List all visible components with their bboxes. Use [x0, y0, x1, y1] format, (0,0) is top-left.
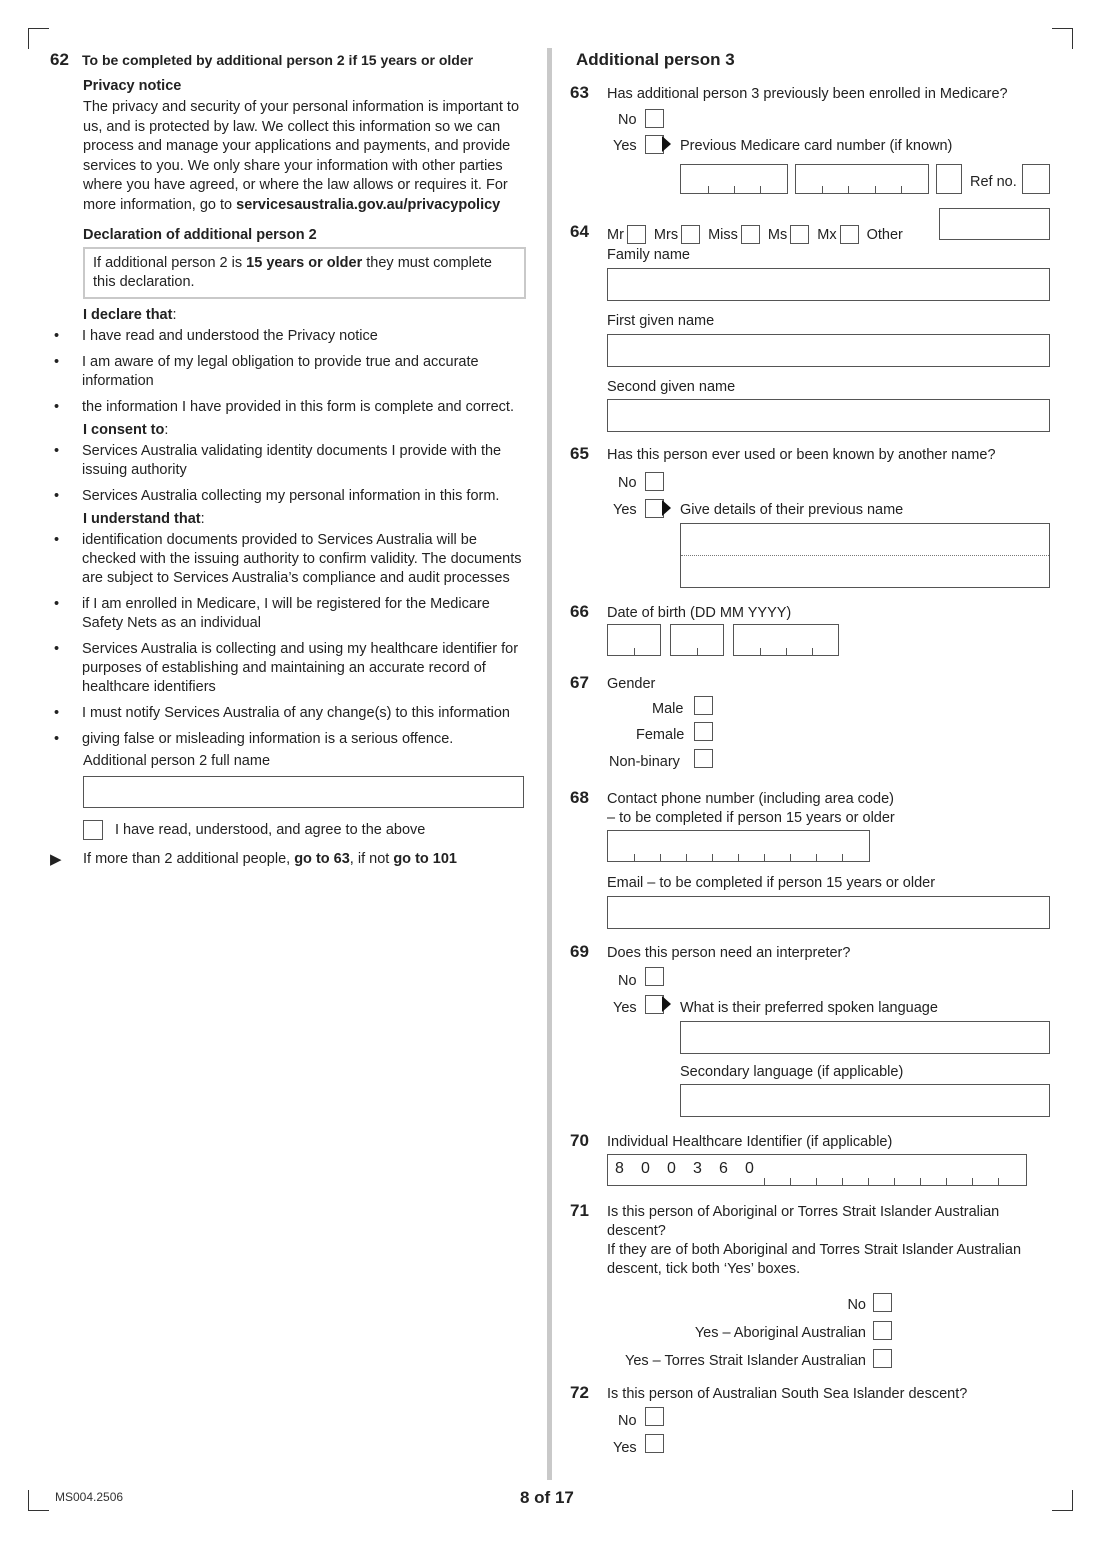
question-number: 65	[570, 444, 589, 463]
title-ms-checkbox[interactable]	[790, 225, 809, 244]
question-number: 62	[50, 50, 69, 69]
additional-person-3-section	[570, 50, 1050, 1470]
yes-label: Yes	[613, 138, 637, 154]
question-62-section	[50, 50, 526, 868]
ihi-digit: 0	[745, 1160, 754, 1177]
first-name-input[interactable]	[607, 334, 1050, 367]
no-label: No	[618, 112, 637, 128]
yes-label: Yes	[613, 502, 637, 518]
q69-no-checkbox[interactable]	[645, 967, 664, 986]
q65-no-checkbox[interactable]	[645, 472, 664, 491]
crop-mark-bottom-right	[1052, 1490, 1073, 1511]
question-number: 71	[570, 1201, 589, 1220]
no-label: No	[618, 973, 637, 989]
atsi-aboriginal-label: Yes – Aboriginal Australian	[694, 1325, 866, 1341]
privacy-notice-heading: Privacy notice	[83, 78, 182, 94]
question-71-text: Is this person of Aboriginal or Torres Strait Islander Australian descent? If they are of both Aboriginal and Torres Strait Islander Australian descent, tick both ‘Yes’ boxes.	[607, 1204, 1022, 1277]
declaration-note: If additional person 2 is 15 years or older they must complete this declaration.	[83, 247, 526, 299]
first-name-label: First given name	[607, 313, 715, 329]
title-mx-checkbox[interactable]	[840, 225, 859, 244]
gender-female-checkbox[interactable]	[694, 722, 713, 741]
arrow-right-icon	[662, 136, 671, 152]
title-miss-checkbox[interactable]	[741, 225, 760, 244]
privacy-policy-link[interactable]: servicesaustralia.gov.au/privacypolicy	[236, 196, 501, 213]
privacy-notice-text: The privacy and security of your personal information is important to us, and is protected by law. We collect this information so we can process and manage your applications and payments, and provide services to you. We only share your information with other parties where you have agreed, or where the law allows or requires it. For more information, go to servicesaustralia.gov.au/privacypolicy	[83, 99, 520, 213]
arrow-right-icon	[662, 996, 671, 1012]
question-70-text: Individual Healthcare Identifier (if applicable)	[607, 1134, 893, 1150]
email-label: Email – to be completed if person 15 years or older	[607, 875, 936, 891]
title-mr-checkbox[interactable]	[627, 225, 646, 244]
q63-no-checkbox[interactable]	[645, 109, 664, 128]
list-item: • the information I have provided in this form is complete and correct.	[50, 398, 526, 417]
form-code: MS004.2506	[55, 1490, 124, 1504]
list-item: • I am aware of my legal obligation to provide true and accurate information	[50, 353, 526, 391]
double-arrow-icon: ▶︎	[50, 850, 62, 868]
medicare-card-part-2[interactable]	[795, 164, 929, 194]
agree-checkbox[interactable]	[83, 820, 103, 840]
second-name-input[interactable]	[607, 399, 1050, 432]
q72-no-checkbox[interactable]	[645, 1407, 664, 1426]
declare-list	[50, 327, 526, 417]
section-heading: Additional person 3	[576, 50, 735, 69]
arrow-right-icon	[662, 500, 671, 516]
question-62-title: To be completed by additional person 2 if 15 years or older	[82, 52, 474, 68]
title-mrs-checkbox[interactable]	[681, 225, 700, 244]
question-69-text: Does this person need an interpreter?	[607, 945, 851, 961]
preferred-language-label: What is their preferred spoken language	[680, 1000, 938, 1016]
atsi-torres-strait-label: Yes – Torres Strait Islander Australian	[625, 1353, 866, 1369]
gender-nonbinary-label: Non-binary	[609, 754, 680, 770]
title-mrs-label: Mrs	[653, 226, 679, 243]
healthcare-identifier-input[interactable]	[607, 1154, 1027, 1186]
email-input[interactable]	[607, 896, 1050, 929]
consent-list	[50, 442, 526, 506]
list-item: • Services Australia collecting my personal information in this form.	[50, 487, 526, 506]
title-other-label: Other	[866, 226, 903, 243]
list-item: • identification documents provided to Services Australia will be checked with the issuing authority to confirm validity. The documents are subject to Services Australia’s compliance and audit processes	[50, 531, 526, 588]
page-number: 8 of 17	[520, 1488, 574, 1507]
question-number: 66	[570, 602, 589, 621]
question-number: 63	[570, 83, 589, 102]
family-name-label: Family name	[607, 247, 690, 263]
q72-yes-checkbox[interactable]	[645, 1434, 664, 1453]
family-name-input[interactable]	[607, 268, 1050, 301]
title-options	[607, 225, 903, 244]
previous-name-input[interactable]	[680, 523, 1050, 588]
goto-instruction: If more than 2 additional people, go to 63, if not go to 101	[83, 850, 457, 867]
medicare-ref-number[interactable]	[1022, 164, 1050, 194]
ihi-digit: 0	[641, 1160, 650, 1177]
question-66-text: Date of birth (DD MM YYYY)	[607, 605, 792, 621]
preferred-language-input[interactable]	[680, 1021, 1050, 1054]
title-ms-label: Ms	[767, 226, 788, 243]
title-miss-label: Miss	[708, 226, 738, 243]
dob-month[interactable]	[670, 624, 724, 656]
crop-mark-top-left	[28, 28, 49, 49]
yes-label: Yes	[613, 1440, 637, 1456]
full-name-label: Additional person 2 full name	[83, 753, 271, 769]
atsi-no-checkbox[interactable]	[873, 1293, 892, 1312]
declare-heading: I declare that:	[83, 307, 177, 323]
yes-label: Yes	[613, 1000, 637, 1016]
column-divider	[547, 48, 552, 1480]
medicare-card-part-1[interactable]	[680, 164, 788, 194]
consent-heading: I consent to:	[83, 422, 169, 438]
question-number: 67	[570, 673, 589, 692]
crop-mark-top-right	[1052, 28, 1073, 49]
question-number: 64	[570, 222, 589, 241]
question-67-text: Gender	[607, 676, 656, 692]
agree-label: I have read, understood, and agree to the above	[115, 821, 426, 838]
list-item: • Services Australia is collecting and using my healthcare identifier for purposes of establishing and maintaining an accurate record of healthcare identifiers	[50, 640, 526, 697]
question-number: 69	[570, 942, 589, 961]
dob-year[interactable]	[733, 624, 839, 656]
atsi-torres-strait-checkbox[interactable]	[873, 1349, 892, 1368]
gender-male-label: Male	[652, 701, 684, 717]
full-name-input[interactable]	[83, 776, 524, 808]
no-label: No	[618, 1413, 637, 1429]
secondary-language-input[interactable]	[680, 1084, 1050, 1117]
list-item: • I have read and understood the Privacy notice	[50, 327, 526, 346]
question-63-text: Has additional person 3 previously been enrolled in Medicare?	[607, 86, 1008, 102]
gender-nonbinary-checkbox[interactable]	[694, 749, 713, 768]
atsi-aboriginal-checkbox[interactable]	[873, 1321, 892, 1340]
list-item: • giving false or misleading information is a serious offence.	[50, 730, 526, 749]
ihi-digit: 0	[667, 1160, 676, 1177]
title-mx-label: Mx	[817, 226, 837, 243]
declaration-heading: Declaration of additional person 2	[83, 227, 317, 243]
gender-female-label: Female	[636, 727, 685, 743]
phone-input[interactable]	[607, 830, 870, 862]
list-item: • if I am enrolled in Medicare, I will be registered for the Medicare Safety Nets as an individual	[50, 595, 526, 633]
secondary-language-label: Secondary language (if applicable)	[680, 1064, 904, 1080]
previous-name-label: Give details of their previous name	[680, 502, 904, 518]
question-68-text: Contact phone number (including area code) – to be completed if person 15 years or older	[607, 791, 895, 826]
ref-no-label: Ref no.	[970, 174, 1017, 190]
ihi-digit: 3	[693, 1160, 702, 1177]
question-65-text: Has this person ever used or been known by another name?	[607, 447, 996, 463]
understand-heading: I understand that:	[83, 511, 205, 527]
question-number: 70	[570, 1131, 589, 1150]
medicare-card-issue[interactable]	[936, 164, 962, 194]
question-number: 72	[570, 1383, 589, 1402]
ihi-digit: 6	[719, 1160, 728, 1177]
dob-day[interactable]	[607, 624, 661, 656]
question-72-text: Is this person of Australian South Sea Islander descent?	[607, 1386, 968, 1402]
second-name-label: Second given name	[607, 379, 736, 395]
crop-mark-bottom-left	[28, 1490, 49, 1511]
no-label: No	[618, 475, 637, 491]
ihi-digit: 8	[615, 1160, 624, 1177]
list-item: • I must notify Services Australia of any change(s) to this information	[50, 704, 526, 723]
title-other-input[interactable]	[939, 208, 1050, 240]
list-item: • Services Australia validating identity documents I provide with the issuing authority	[50, 442, 526, 480]
question-number: 68	[570, 788, 589, 807]
title-mr-label: Mr	[607, 226, 624, 243]
gender-male-checkbox[interactable]	[694, 696, 713, 715]
medicare-card-label: Previous Medicare card number (if known)	[680, 138, 953, 154]
atsi-no-label: No	[847, 1297, 866, 1313]
understand-list	[50, 531, 526, 749]
